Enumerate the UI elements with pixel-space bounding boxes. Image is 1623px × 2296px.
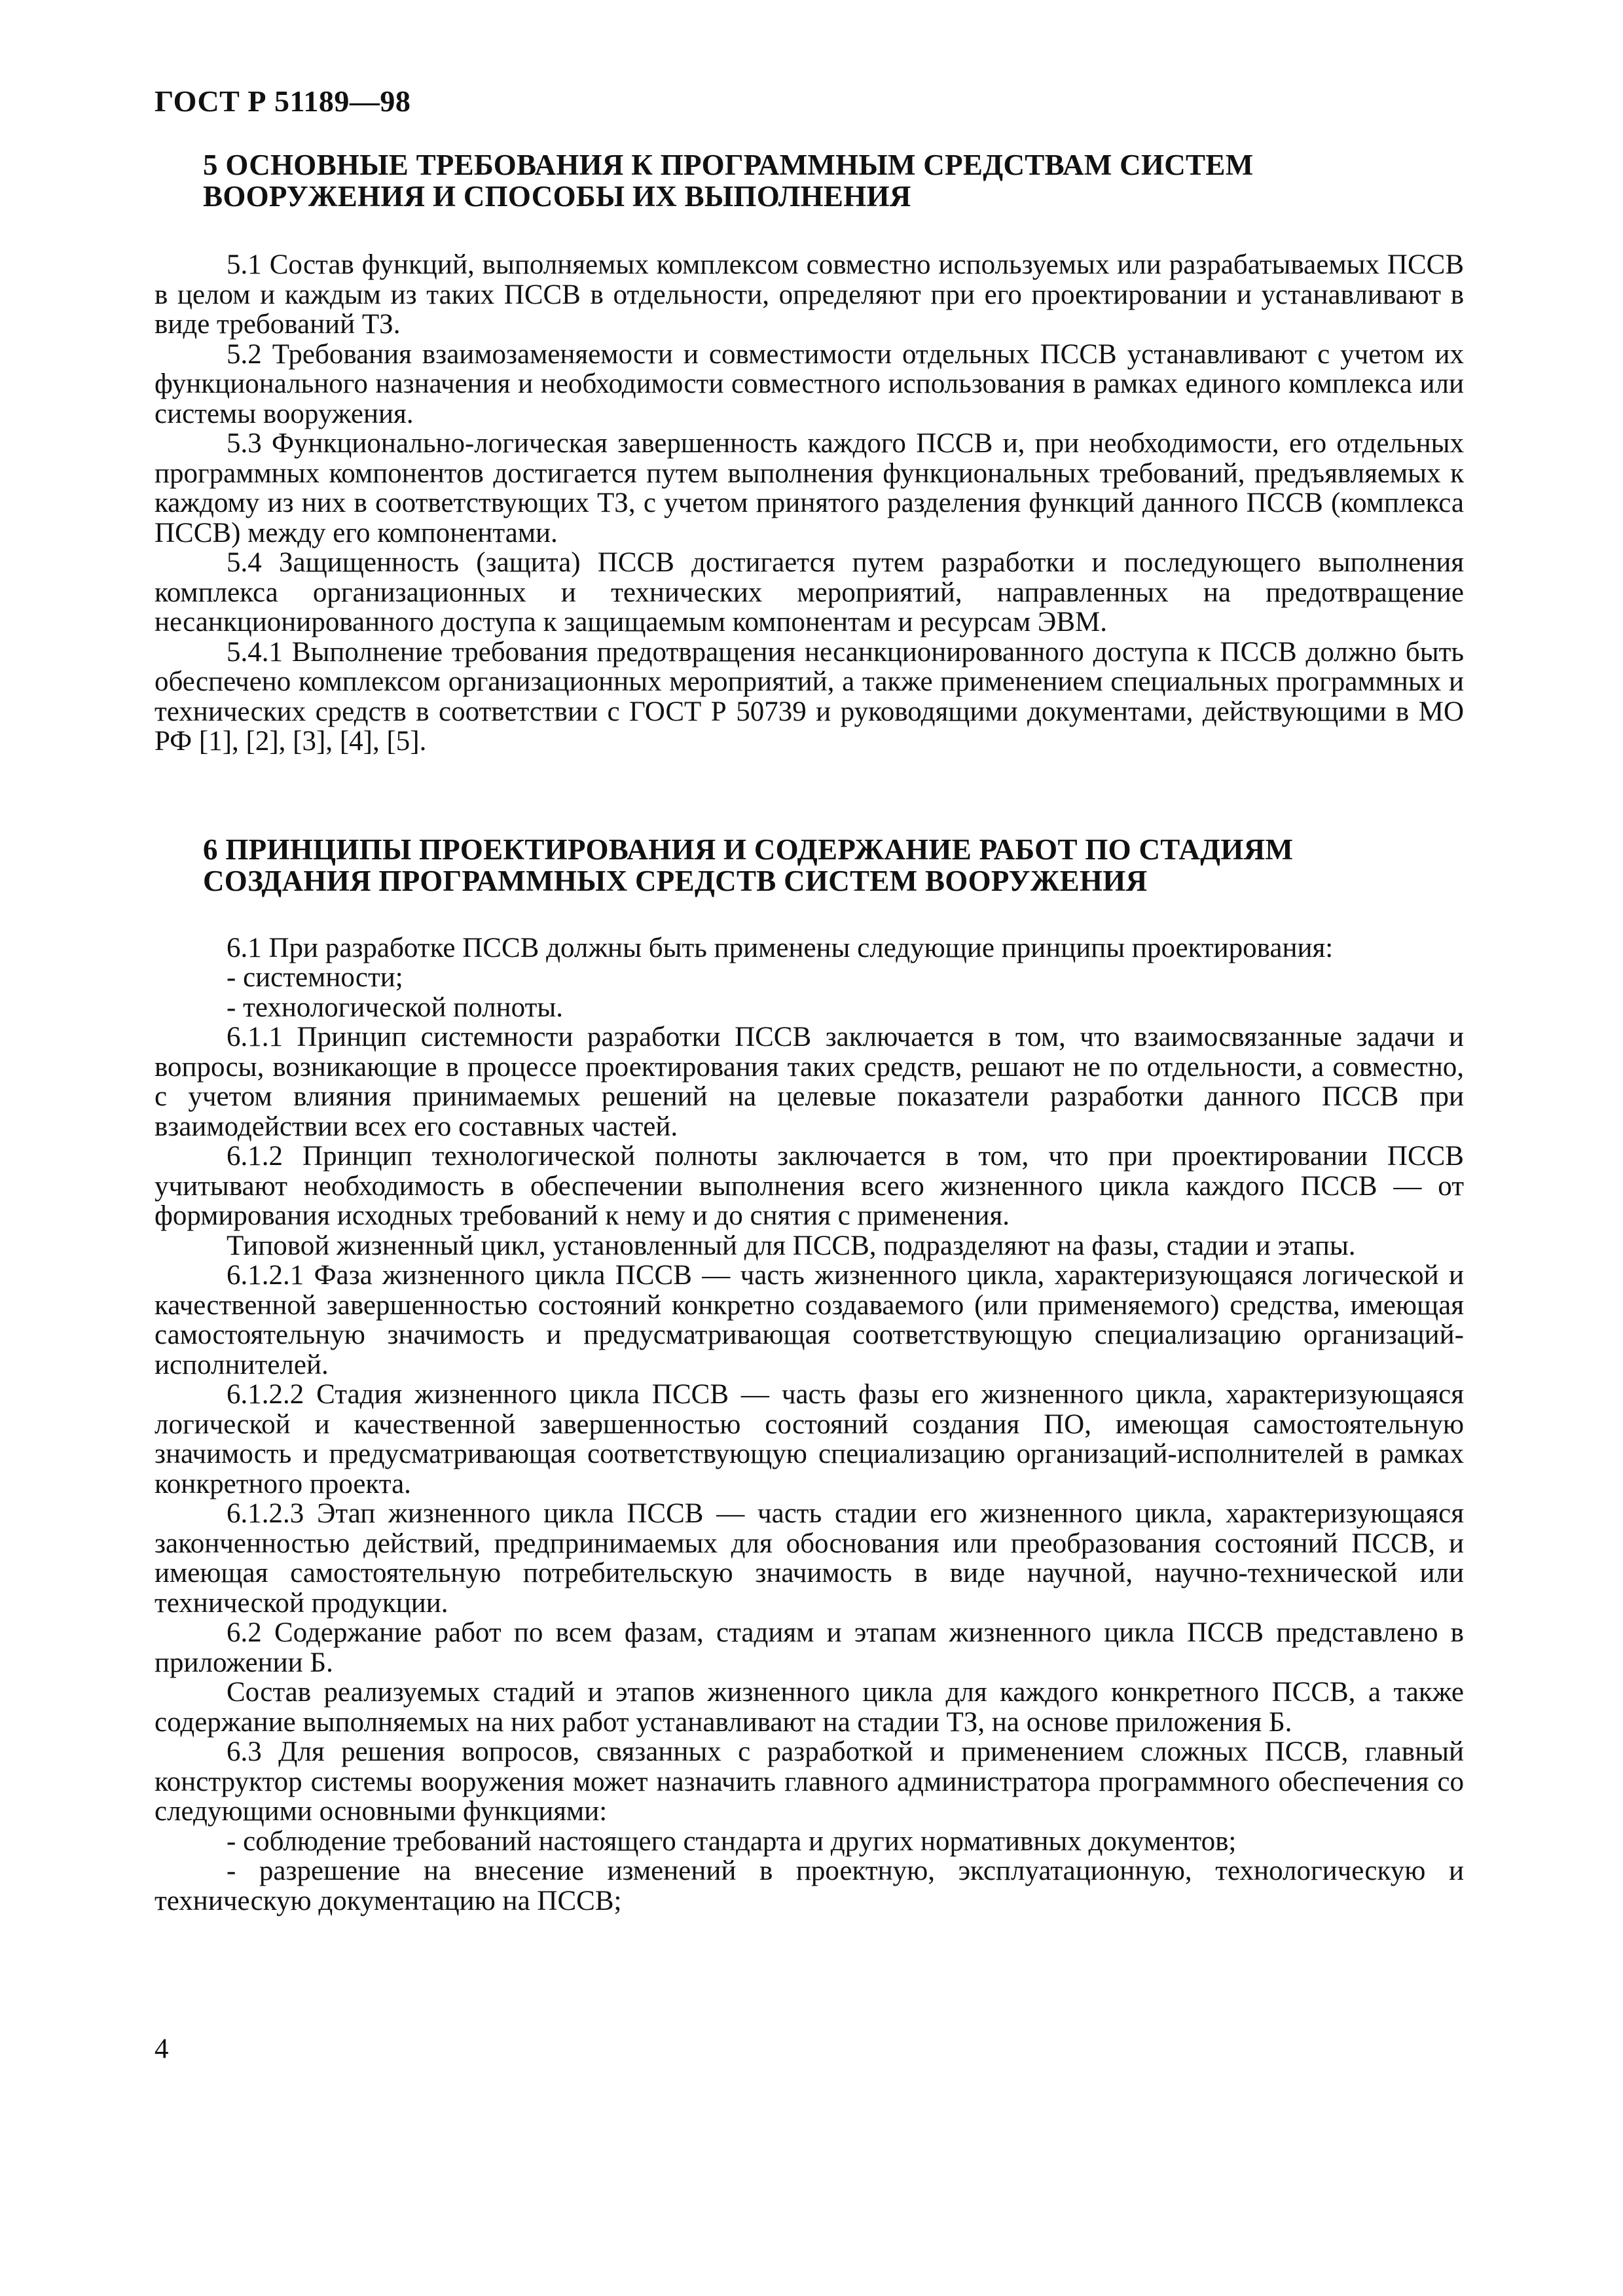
paragraph-composition-of-stages: Состав реализуемых стадий и этапов жизненного цикла для каждого конкретного ПССВ, а также содержание выполняемых на них работ устанавливают на стадии ТЗ, на основе приложения Б. (155, 1677, 1464, 1738)
paragraph-6-1-2: 6.1.2 Принцип технологической полноты заключается в том, что при проектировании ПССВ учитывают необходимость в обеспечении выполнения всего жизненного цикла каждого ПССВ — от формирования исходных требований к нему и до снятия с применения. (155, 1141, 1464, 1231)
section-6-heading-line-1: 6 ПРИНЦИПЫ ПРОЕКТИРОВАНИЯ И СОДЕРЖАНИЕ РАБОТ ПО СТАДИЯМ (203, 833, 1294, 866)
paragraph-6-2: 6.2 Содержание работ по всем фазам, стадиям и этапам жизненного цикла ПССВ представлено в приложении Б. (155, 1617, 1464, 1678)
list-item-compliance: - соблюдение требований настоящего стандарта и других нормативных документов; (227, 1825, 1237, 1857)
paragraph-6-1: 6.1 При разработке ПССВ должны быть применены следующие принципы проектирования: (227, 932, 1334, 963)
paragraph-typical-lifecycle: Типовой жизненный цикл, установленный для ПССВ, подразделяют на фазы, стадии и этапы. (227, 1230, 1356, 1261)
paragraph-5-4-1: 5.4.1 Выполнение требования предотвращения несанкционированного доступа к ПССВ должно быть обеспечено комплексом организационных мероприятий, а также применением специальных программных и технических средств в соответствии с ГОСТ Р 50739 и руководящими документами, действующими в МО РФ [1], [2], [3], [4], [5]. (155, 636, 1464, 757)
paragraph-6-3: 6.3 Для решения вопросов, связанных с разработкой и применением сложных ПССВ, главный конструктор системы вооружения может назначить главного администратора программного обеспечения со следующими основными функциями: (155, 1736, 1464, 1827)
document-code-header: ГОСТ Р 51189—98 (155, 84, 411, 118)
paragraph-6-1-2-1: 6.1.2.1 Фаза жизненного цикла ПССВ — часть жизненного цикла, характеризующаяся логической и качественной завершенностью состояний конкретно создаваемого (или применяемого) средства, имеющая самостоятельную значимость и предусматривающая соответствующую специализацию организаций-исполнителей. (155, 1260, 1464, 1380)
list-item-systemness: - системности; (227, 962, 403, 993)
paragraph-5-3: 5.3 Функционально-логическая завершенность каждого ПССВ и, при необходимости, его отдельных программных компонентов достигается путем выполнения функциональных требований, предъявляемых к каждому из них в соответствующих ТЗ, с учетом принятого разделения функций данного ПССВ (комплекса ПССВ) между его компонентами. (155, 428, 1464, 548)
paragraph-5-1: 5.1 Состав функций, выполняемых комплексом совместно используемых или разрабатываемых ПССВ в целом и каждым из таких ПССВ в отдельности, определяют при его проектировании и устанавливают в виде требований ТЗ. (155, 249, 1464, 340)
section-5-heading-line-1: 5 ОСНОВНЫЕ ТРЕБОВАНИЯ К ПРОГРАММНЫМ СРЕДСТВАМ СИСТЕМ (203, 149, 1254, 181)
section-6-heading (155, 834, 1464, 897)
page-number: 4 (155, 2034, 169, 2064)
list-item-change-permission: - разрешение на внесение изменений в проектную, эксплуатационную, технологическую и техническую документацию на ПССВ; (155, 1856, 1464, 1916)
page-content (155, 149, 1464, 1916)
section-5-heading (155, 149, 1464, 212)
paragraph-5-4: 5.4 Защищенность (защита) ПССВ достигается путем разработки и последующего выполнения комплекса организационных и технических мероприятий, направленных на предотвращение несанкционированного доступа к защищаемым компонентам и ресурсам ЭВМ. (155, 547, 1464, 637)
paragraph-5-2: 5.2 Требования взаимозаменяемости и совместимости отдельных ПССВ устанавливают с учетом их функционального назначения и необходимости совместного использования в рамках единого комплекса или системы вооружения. (155, 338, 1464, 429)
paragraph-6-1-1: 6.1.1 Принцип системности разработки ПССВ заключается в том, что взаимосвязанные задачи и вопросы, возникающие в процессе проектирования таких средств, решают не по отдельности, а совместно, с учетом влияния принимаемых решений на целевые показатели разработки данного ПССВ при взаимодействии всех его составных частей. (155, 1022, 1464, 1142)
list-item-technological-completeness: - технологической полноты. (227, 992, 564, 1023)
paragraph-6-1-2-2: 6.1.2.2 Стадия жизненного цикла ПССВ — часть фазы его жизненного цикла, характеризующаяся логической и качественной завершенностью состояний создания ПО, имеющая самостоятельную значимость и предусматривающая соответствующую специализацию организаций-исполнителей в рамках конкретного проекта. (155, 1379, 1464, 1499)
paragraph-6-1-2-3: 6.1.2.3 Этап жизненного цикла ПССВ — часть стадии его жизненного цикла, характеризующаяся законченностью действий, предпринимаемых для обоснования или преобразования состояний ПССВ, и имеющая самостоятельную потребительскую значимость в виде научной, научно-технической или технической продукции. (155, 1498, 1464, 1619)
section-6-heading-line-2: СОЗДАНИЯ ПРОГРАММНЫХ СРЕДСТВ СИСТЕМ ВООРУЖЕНИЯ (203, 864, 1148, 897)
section-5-heading-line-2: ВООРУЖЕНИЯ И СПОСОБЫ ИХ ВЫПОЛНЕНИЯ (203, 180, 911, 213)
